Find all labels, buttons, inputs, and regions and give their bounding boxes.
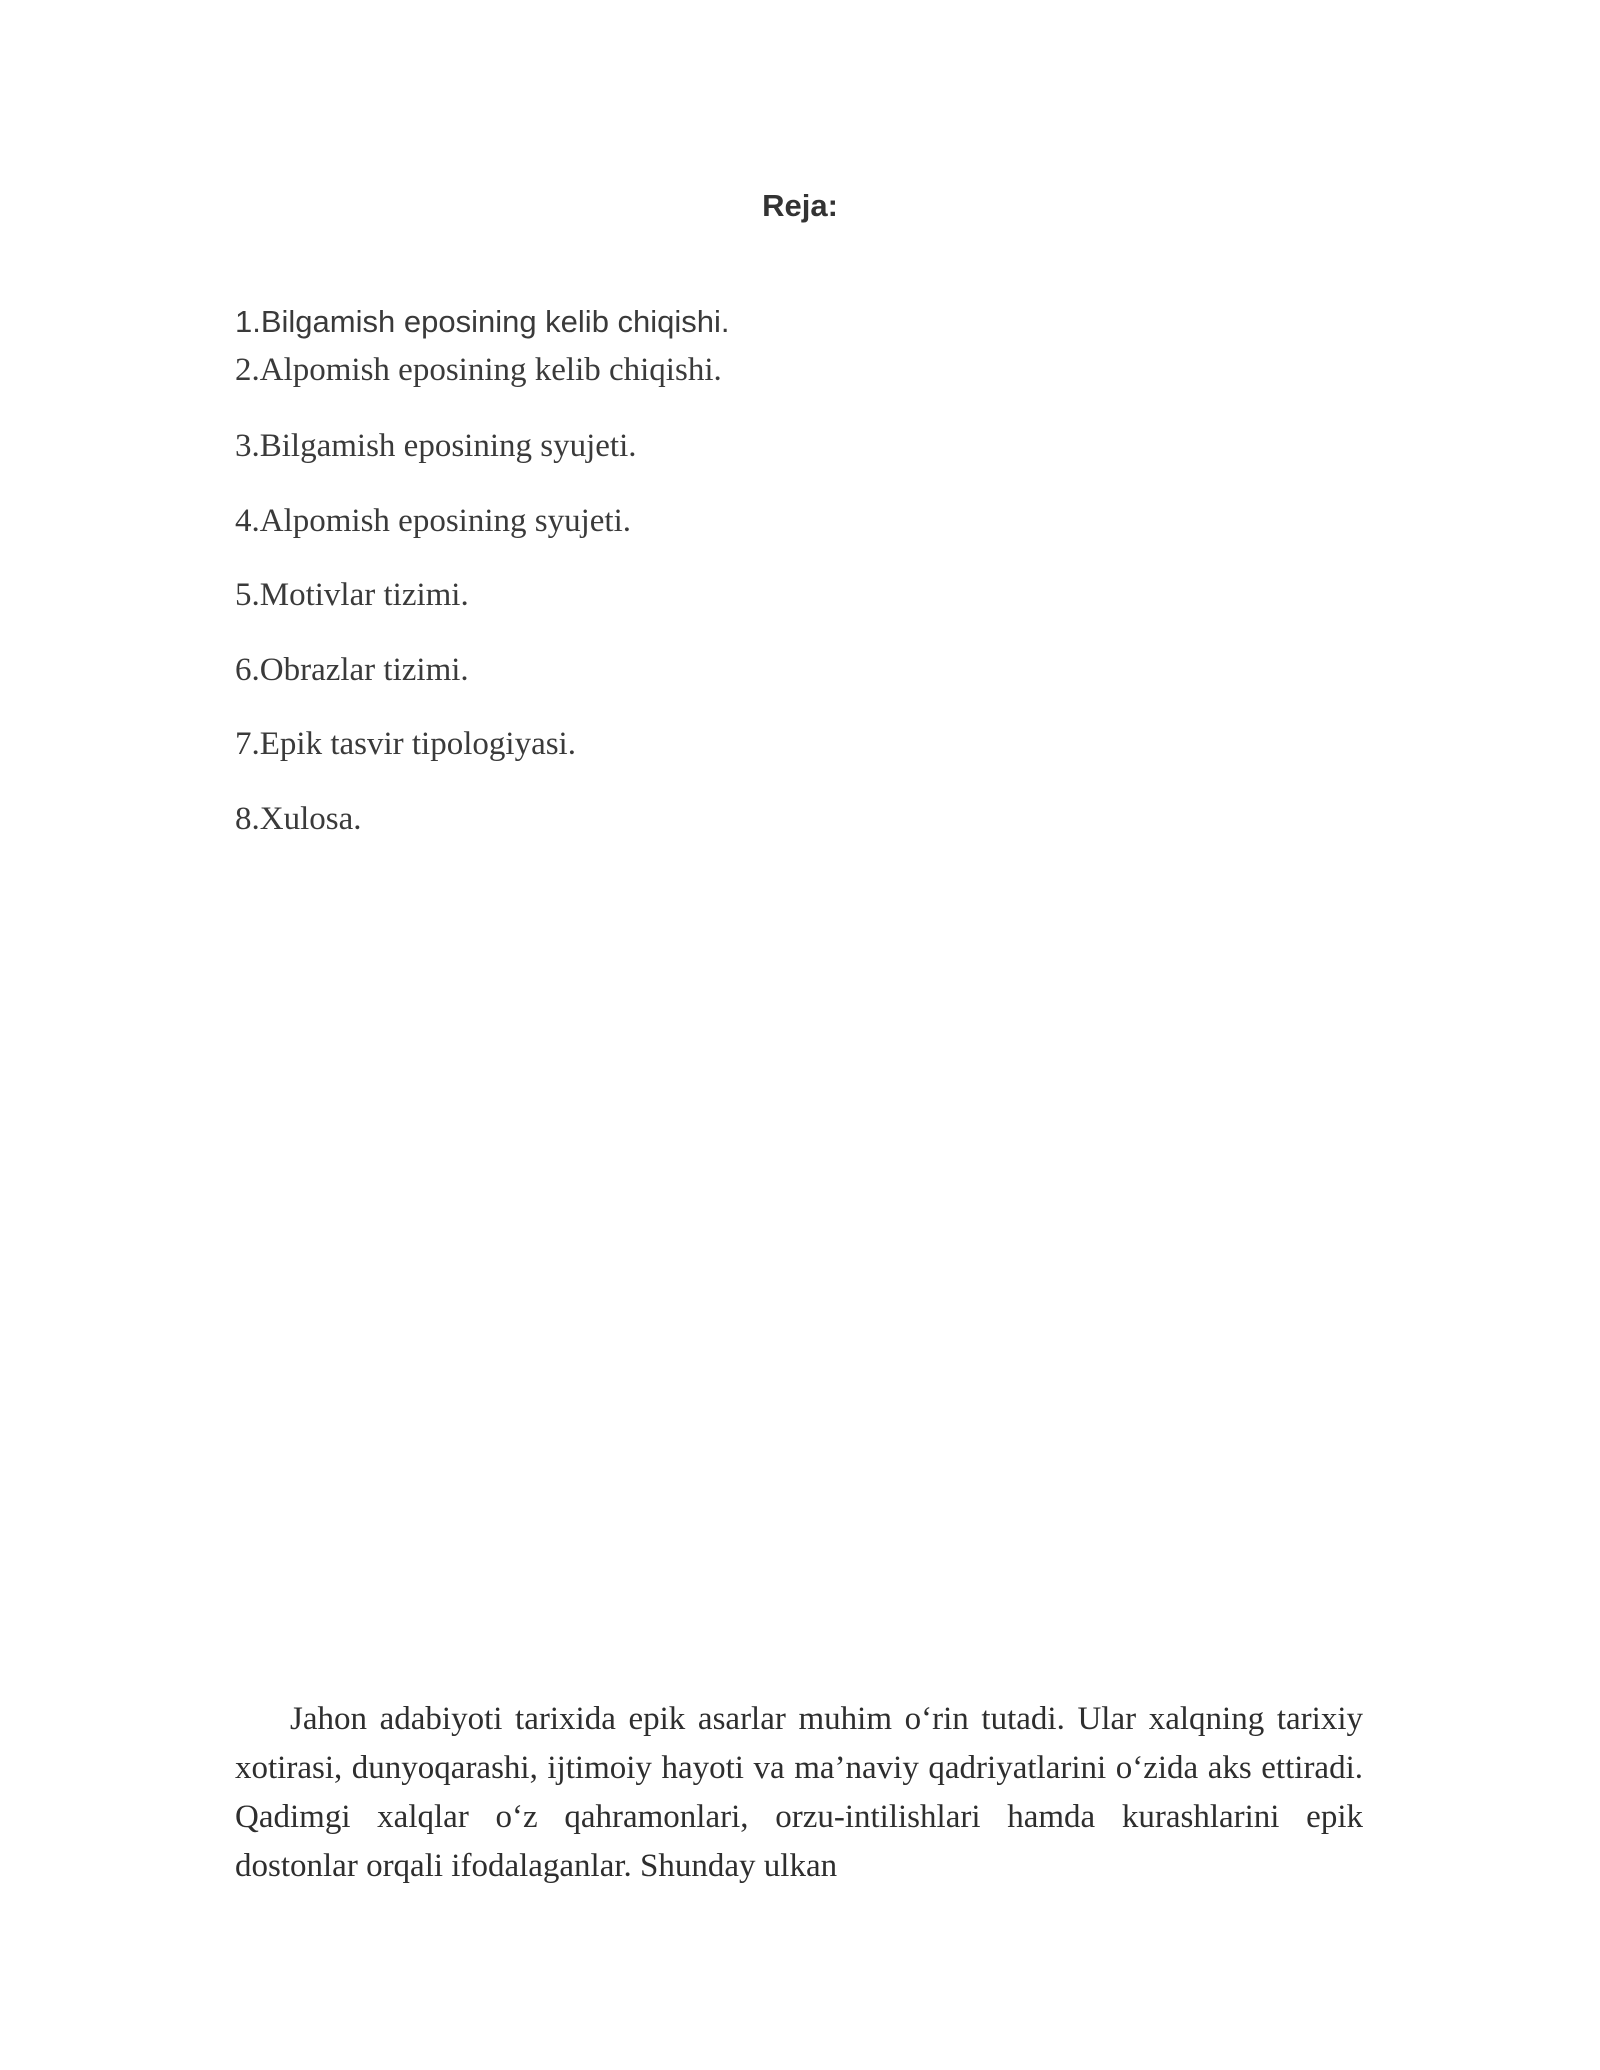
plan-title: Reja:	[762, 188, 838, 223]
plan-item: 1.Bilgamish eposining kelib chiqishi.	[235, 304, 730, 339]
plan-item: 7.Epik tasvir tipologiyasi.	[235, 726, 576, 762]
plan-item: 8.Xulosa.	[235, 800, 362, 837]
body-paragraph: Jahon adabiyoti tarixida epik asarlar muhim o‘rin tutadi. Ular xalqning tarixiy xotirasi, dunyoqarashi, ijtimoiy hayoti va ma’naviy qadriyatlarini o‘zida aks ettiradi. Qadimgi xalqlar o‘z qahramonlari, orzu-intilishlari hamda kurashlarini epik dostonlar orqali ifodalaganlar. Shunday ulkan	[235, 1701, 1363, 1884]
plan-list	[235, 302, 730, 873]
plan-item: 5.Motivlar tizimi.	[235, 577, 469, 613]
plan-item: 2.Alpomish eposining kelib chiqishi.	[235, 352, 722, 388]
plan-item: 3.Bilgamish eposining syujeti.	[235, 428, 637, 464]
plan-item: 4.Alpomish eposining syujeti.	[235, 502, 631, 539]
plan-item: 6.Obrazlar tizimi.	[235, 651, 469, 688]
